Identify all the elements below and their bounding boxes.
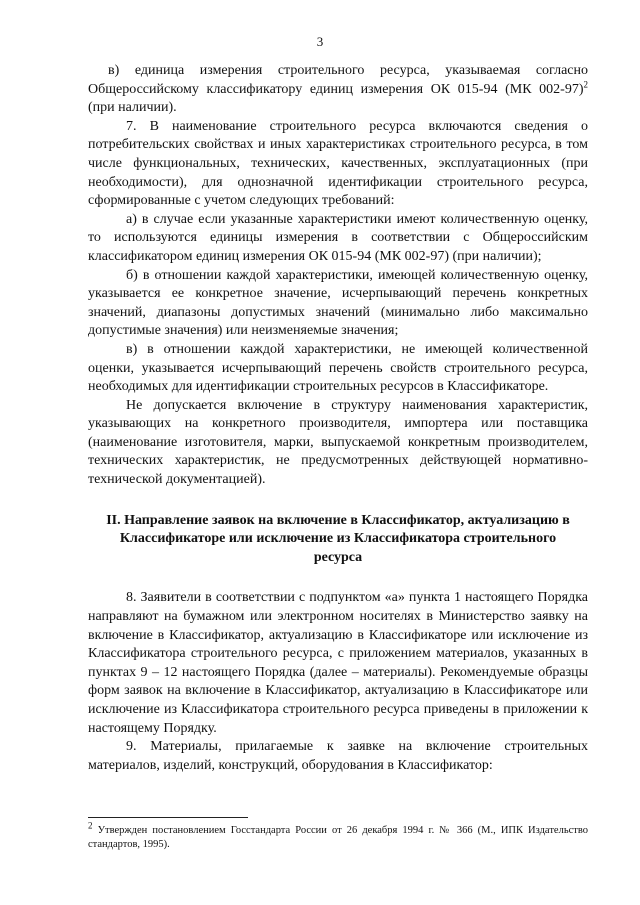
- document-body: [88, 62, 588, 775]
- footnote-reference: 2: [583, 78, 588, 89]
- paragraph-a: а) в случае если указанные характеристики имеют количественную оценку, то используются единицы измерения в соответствии с Общероссийским классификатором единиц измерения ОК 015-94 (МК 002-97) (при наличии);: [88, 211, 588, 264]
- paragraph-text: (при наличии).: [88, 100, 177, 116]
- paragraph-8: 8. Заявители в соответствии с подпунктом «а» пункта 1 настоящего Порядка направляют на бумажном или электронном носителях в Министерство заявку на включение в Классификатор, актуализацию в Классификаторе или исключение из Классификатора строительного ресурса, с приложением материалов, указанных в пунктах 9 – 12 настоящего Порядка (далее – материалы). Рекомендуемые образцы форм заявок на включение в Классификатор, актуализацию в Классификаторе или исключение из Классификатора строительного ресурса приведены в приложении к настоящему Порядку.: [88, 590, 588, 736]
- paragraph-b: б) в отношении каждой характеристики, имеющей количественную оценку, указывается ее конкретное значение, исчерпывающий перечень конкретных значений, диапазоны допустимых значений (минимально либо максимально допустимые значения) или неизменяемые значения;: [88, 267, 588, 339]
- footnote: [88, 820, 588, 852]
- paragraph-v: в) в отношении каждой характеристики, не имеющей количественной оценки, указывается исчерпывающий перечень свойств строительного ресурса, необходимых для идентификации строительных ресурсов в Классификаторе.: [88, 341, 588, 395]
- paragraph-restriction: Не допускается включение в структуру наименования характеристик, указывающих на конкретного производителя, импортера или поставщика (наименование изготовителя, марки, выпускаемой конкретным производителем, технических характеристик, не предусмотренных действующей нормативно-технической документацией).: [88, 397, 588, 488]
- footnote-divider: [88, 817, 248, 818]
- paragraph-text: в) единица измерения строительного ресурса, указываемая согласно Общероссийскому классификатору единиц измерения ОК 015-94 (МК 002-97): [88, 63, 588, 97]
- page-number: 3: [316, 34, 324, 49]
- paragraph-7: 7. В наименование строительного ресурса включаются сведения о потребительских свойствах и иных характеристиках строительного ресурса, в том числе функциональных, технических, качественных, эксплуатационных (при необходимости), для однозначной идентификации строительного ресурса, сформированные с учетом следующих требований:: [88, 118, 588, 209]
- paragraph-9: 9. Материалы, прилагаемые к заявке на включение строительных материалов, изделий, конструкций, оборудования в Классификатор:: [88, 739, 588, 773]
- footnote-marker: 2: [88, 820, 93, 831]
- paragraph-unit-of-measure: [88, 62, 588, 118]
- section-heading: II. Направление заявок на включение в Классификатор, актуализацию в Классификаторе или исключение из Классификатора строительного ресурса: [106, 512, 570, 565]
- footnote-text: Утвержден постановлением Госстандарта России от 26 декабря 1994 г. № 366 (М., ИПК Издательство стандартов, 1995).: [88, 825, 588, 850]
